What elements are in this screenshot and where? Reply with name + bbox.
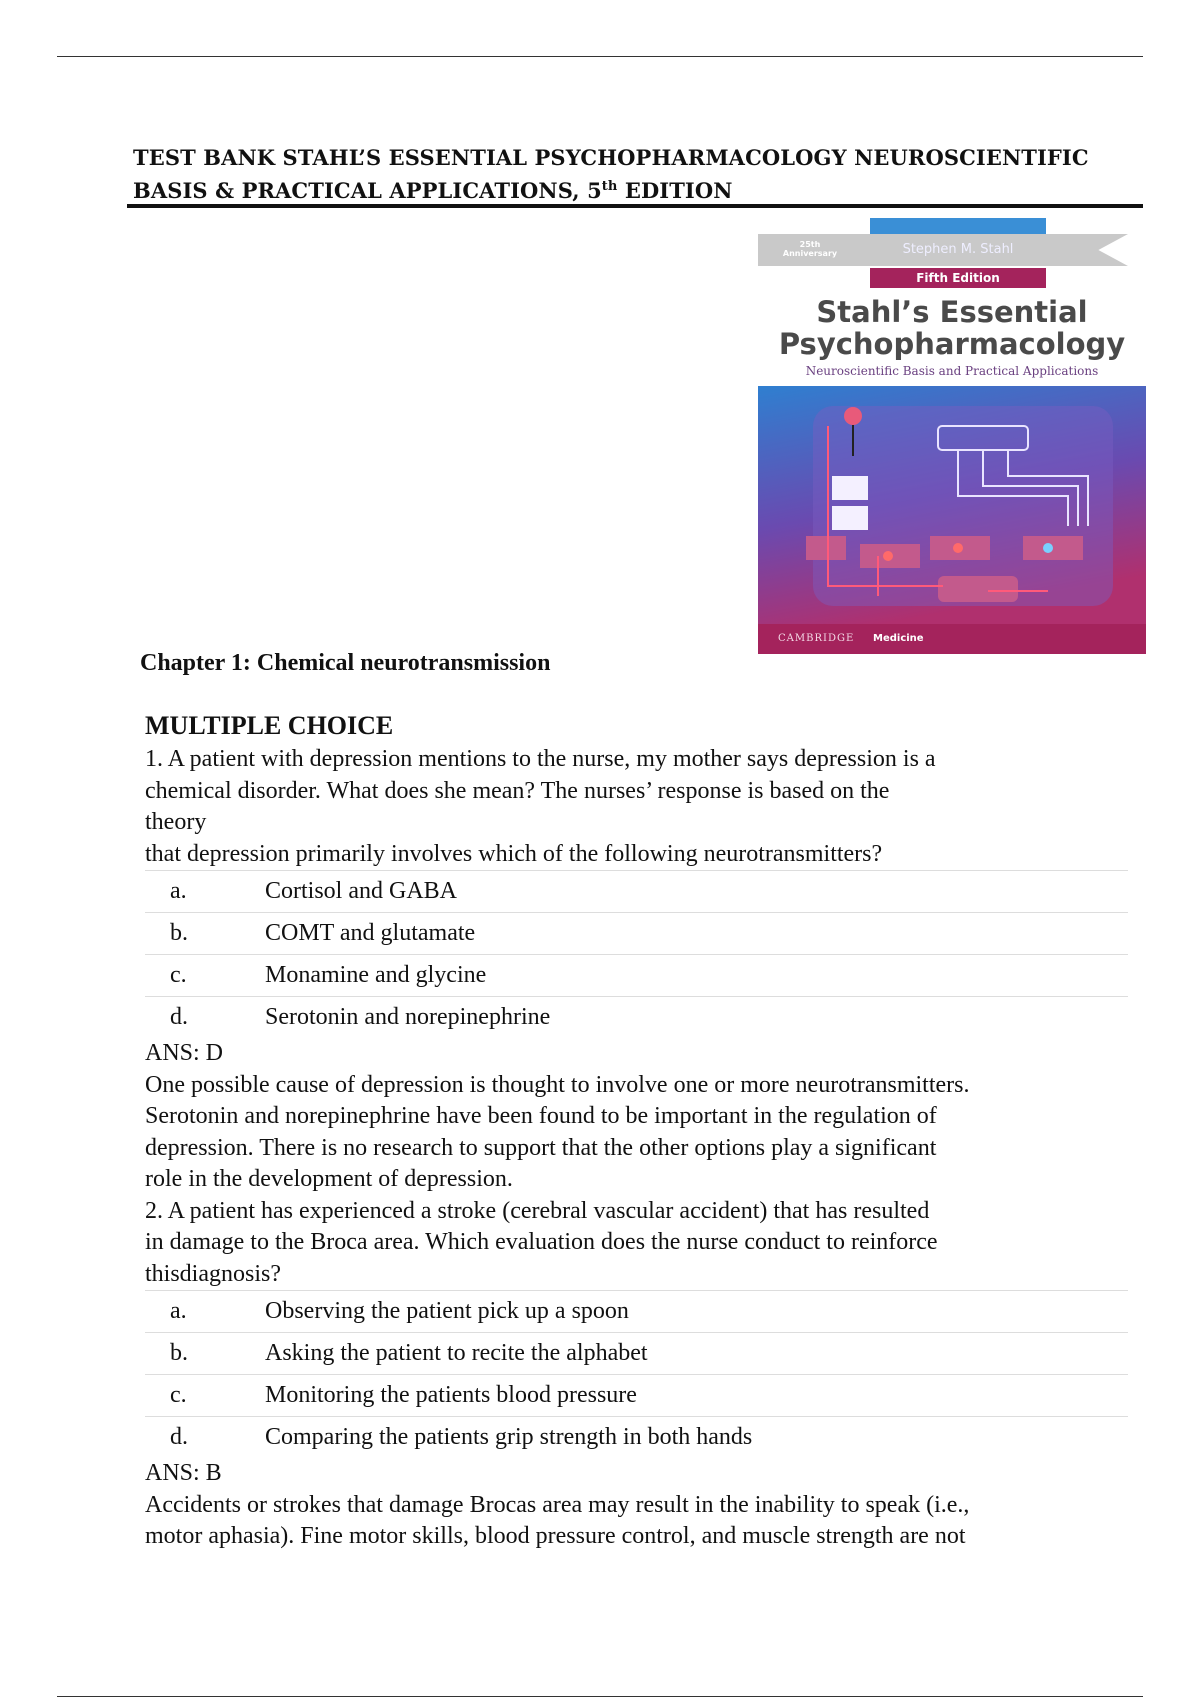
option-row bbox=[145, 955, 1128, 997]
option-letter: b. bbox=[145, 1333, 265, 1375]
option-text: Observing the patient pick up a spoon bbox=[265, 1291, 1128, 1333]
option-letter: d. bbox=[145, 997, 265, 1039]
question-content bbox=[145, 710, 1080, 1553]
cover-edition: Fifth Edition bbox=[870, 268, 1046, 288]
rationale: One possible cause of depression is thought to involve one or more neurotransmitters. Serotonin and norepinephrine have been found to be important in the regulation of depression. There is no research to support that the other options play a significant role in the development of depression. bbox=[145, 1071, 970, 1192]
chapter-heading: Chapter 1: Chemical neurotransmission bbox=[140, 650, 551, 676]
question-stem: 1. A patient with depression mentions to the nurse, my mother says depression is a chemical disorder. What does she mean? The nurses’ response is based on the theory that depression primarily involves which of the following neurotransmitters? bbox=[145, 746, 936, 867]
question-2 bbox=[145, 1196, 1080, 1553]
option-letter: b. bbox=[145, 913, 265, 955]
option-row bbox=[145, 913, 1128, 955]
option-letter: a. bbox=[145, 1291, 265, 1333]
option-text: Cortisol and GABA bbox=[265, 871, 1128, 913]
option-text: Comparing the patients grip strength in both hands bbox=[265, 1417, 1128, 1459]
cover-subtitle: Neuroscientific Basis and Practical Applications bbox=[805, 364, 1099, 378]
title-underline bbox=[127, 204, 1143, 208]
option-letter: a. bbox=[145, 871, 265, 913]
option-row bbox=[145, 997, 1128, 1039]
option-text: Monamine and glycine bbox=[265, 955, 1128, 997]
document-title: TEST BANK STAHL’S ESSENTIAL PSYCHOPHARMACOLOGY NEUROSCIENTIFIC BASIS & PRACTICAL APPLICATIONS, 5th EDITION bbox=[133, 145, 1089, 203]
answer-key: ANS: B bbox=[145, 1460, 222, 1486]
top-rule bbox=[57, 56, 1143, 57]
anniversary-badge: 25th Anniversary bbox=[782, 240, 838, 258]
cover-artwork bbox=[758, 386, 1146, 626]
cover-title: Stahl’s Essential Psychopharmacology bbox=[778, 295, 1126, 361]
cover-publisher: CAMBRIDGE bbox=[778, 633, 855, 644]
option-text: Asking the patient to recite the alphabet bbox=[265, 1333, 1128, 1375]
option-row bbox=[145, 1291, 1128, 1333]
cover-footer bbox=[758, 624, 1146, 654]
option-text: COMT and glutamate bbox=[265, 913, 1128, 955]
section-heading: MULTIPLE CHOICE bbox=[145, 711, 394, 740]
answer-options bbox=[145, 1290, 1128, 1458]
answer-options bbox=[145, 870, 1128, 1038]
option-letter: c. bbox=[145, 1375, 265, 1417]
question-stem: 2. A patient has experienced a stroke (cerebral vascular accident) that has resulted in damage to the Broca area. Which evaluation does the nurse conduct to reinforce thisdiagnosis? bbox=[145, 1197, 938, 1287]
option-row bbox=[145, 871, 1128, 913]
answer-key: ANS: D bbox=[145, 1040, 224, 1066]
option-row bbox=[145, 1417, 1128, 1459]
option-row bbox=[145, 1333, 1128, 1375]
cover-blue-tab bbox=[870, 218, 1046, 234]
cover-author: Stephen M. Stahl bbox=[902, 242, 1014, 257]
option-letter: d. bbox=[145, 1417, 265, 1459]
option-text: Monitoring the patients blood pressure bbox=[265, 1375, 1128, 1417]
option-letter: c. bbox=[145, 955, 265, 997]
bottom-rule bbox=[57, 1696, 1143, 1697]
option-row bbox=[145, 1375, 1128, 1417]
book-cover-image bbox=[758, 218, 1146, 654]
question-1 bbox=[145, 744, 1080, 1196]
rationale: Accidents or strokes that damage Brocas area may result in the inability to speak (i.e., motor aphasia). Fine motor skills, blood pressure control, and muscle strength are not bbox=[145, 1491, 970, 1549]
cover-imprint: Medicine bbox=[873, 633, 924, 644]
option-text: Serotonin and norepinephrine bbox=[265, 997, 1128, 1039]
